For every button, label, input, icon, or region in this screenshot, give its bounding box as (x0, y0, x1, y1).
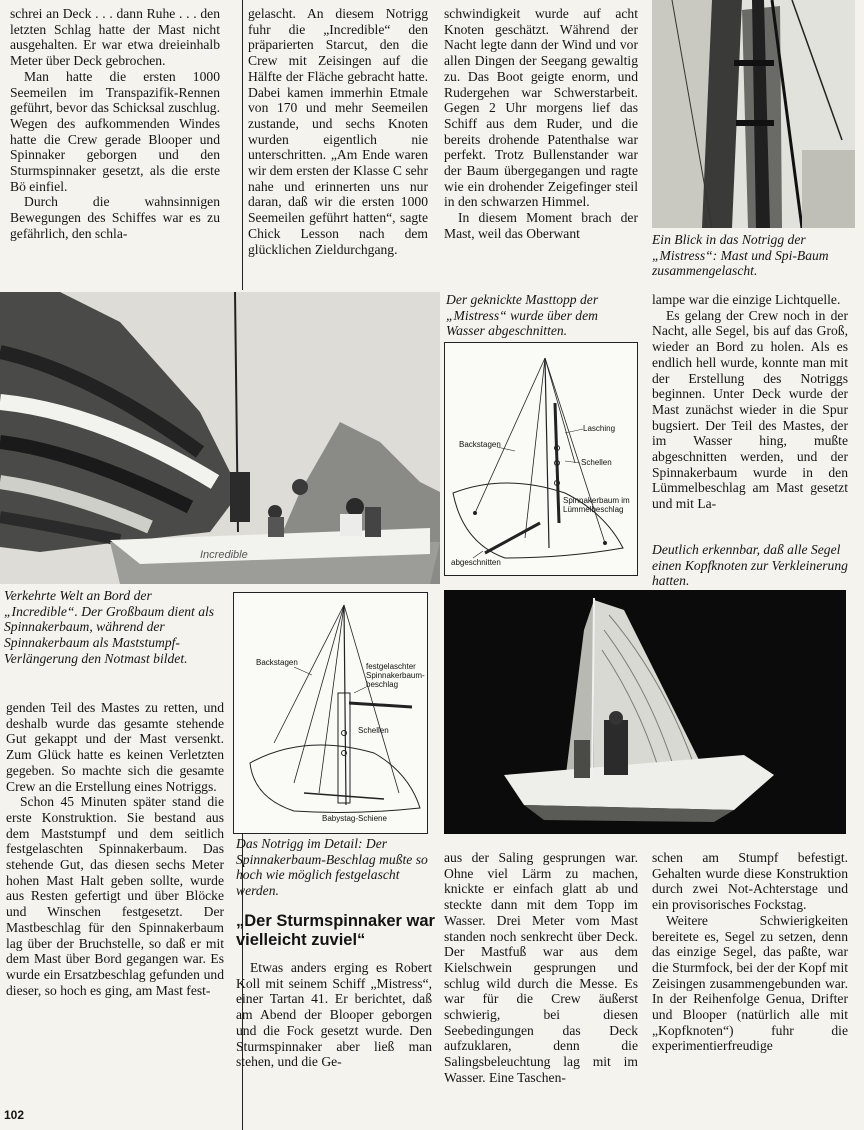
paragraph: Etwas anders erging es Robert Koll mit seinem Schiff „Mistress“, einer Tartan 41. Er berichtet, daß am Abend der Blooper geborgen und die Fock gesetzt wurde. Den Sturmspinnaker aber ließ man stehen, und die Ge- (236, 960, 432, 1070)
section-headline: „Der Sturmspinnaker war vielleicht zuviel“ (236, 912, 435, 949)
label-schellen: Schellen (581, 458, 612, 467)
paragraph: Durch die wahnsinnigen Bewegungen des Schiffes war es zu gefährlich, den schla- (10, 194, 220, 241)
paragraph: gelascht. An diesem Notrigg fuhr die „Incredible“ den präparierten Starcut, den die Crew mit Zeisingen auf die Hälfte der Fläche gebracht hatte. Dabei kamen immerhin Etmale von 170 und mehr Seemeilen zustande, und sechs Knoten wurden eigentlich nie unterschritten. „Am Ende waren wir dem ersten der Klasse C sehr nahe und erinnerten uns nur daran, daß wir die ersten 1000 Seemeilen geführt hatten“, sagte Chick Lesson nach dem glücklichen Zieldurchgang. (248, 6, 428, 257)
label-schellen-2: Schellen (358, 726, 389, 735)
col3-bottom-text (444, 850, 638, 1086)
hull-name-text: Incredible (200, 549, 248, 561)
col2-top-text (248, 6, 428, 257)
diagram-mistress (444, 342, 638, 576)
paragraph: schwindigkeit wurde auf acht Knoten geschätzt. Während der Nacht legte dann der Wind und vor allen Dingen der Seegang gewaltig zu. Das Boot geigte enorm, und Rudergehen war Schwerstarbeit. Gegen 2 Uhr morgens lief das Schiff aus dem Ruder, und die bereits drohende Patenthalse war perfekt. Trotz Bullenstander war der Baum übergegangen und ragte wie ein drohender Zeigefinger steil in den schwarzen Himmel. (444, 6, 638, 210)
diagram-incredible-svg (234, 593, 427, 833)
col4-bottom-text (652, 850, 848, 1054)
night-sailing-photo (444, 590, 846, 834)
diagram-incredible (233, 592, 428, 834)
page-number: 102 (4, 1108, 25, 1122)
col1-bottom-text (6, 700, 224, 998)
mast-notrigg-photo (652, 0, 855, 228)
col3-top-text (444, 6, 638, 242)
label-spinnakerbaum-luemmel: Spinnakerbaum im Lümmelbeschlag (563, 496, 630, 514)
label-babystag-schiene: Babystag-Schiene (322, 814, 387, 823)
col2-bottom-text (236, 960, 432, 1070)
caption-detail: Das Notrigg im Detail: Der Spinnakerbaum-Beschlag mußte so hoch wie möglich festgelascht werden. (236, 836, 428, 899)
paragraph: Schon 45 Minuten später stand die erste Konstruktion. Sie bestand aus dem Maststumpf und dem seitlich festgelaschten Spinnakerbaum. Das stehende Gut, das diesen sechs Meter hohen Mast Halt geben sollte, wurde aus Resten gefertigt und über Blöcke und Winschen festgesetzt. Der Mastbeschlag für den Spinnakerbaum lag über der Bruchstelle, so daß er mit dem Mast über Bord gegangen war. Es wurde ein Ersatzbeschlag gefunden und dieser, so hoch es ging, am Mast fest- (6, 794, 224, 998)
paragraph: genden Teil des Mastes zu retten, und deshalb wurde das gesamte stehende Gut gekappt und der Mast versenkt. Zum Glück hatte es keinen Verletzten gegeben. So machte sich die gesamte Crew an die Erstellung eines Notriggs. (6, 700, 224, 794)
paragraph: aus der Saling gesprungen war. Ohne viel Lärm zu machen, knickte er einfach glatt ab und steckte dann mit dem Topp im Wasser. Drei Meter vom Mast standen noch senkrecht über Deck. Der Mastfuß war aus dem Kielschwein gesprungen und schlug wild durch die Messe. Es war für die Crew äußerst schwierig, bei diesen Seebedingungen das Deck aufzuklaren, denn die Salingsbeleuchtung lag mit im Wasser. Eine Taschen- (444, 850, 638, 1085)
label-backstagen-2: Backstagen (256, 658, 298, 667)
caption-incredible: Verkehrte Welt an Bord der „Incredible“. Der Großbaum dient als Spinnakerbaum, während der Spinnakerbaum als Maststumpf-Verlängerung den Notmast bildet. (4, 588, 215, 666)
incredible-photo-drawing (0, 292, 440, 584)
label-lasching: Lasching (583, 424, 616, 433)
col1-top-text (10, 6, 220, 242)
column-rule (242, 0, 243, 290)
paragraph: Es gelang der Crew noch in der Nacht, alle Segel, bis auf das Groß, wieder an Bord zu holen. Als es endlich hell wurde, konnte man mit der Erstellung des Notriggs beginnen. Unter Deck wurde der Mast zunächst wieder in die Spur bugsiert. Der Teil des Mastes, der im Wasser hing, mußte abgeschnitten werden, und der Spinnakerbaum wurde in den Lümmelbeschlag am Mast gesetzt und mit La- (652, 307, 848, 512)
paragraph: Weitere Schwierigkeiten bereitete es, Segel zu setzen, denn das einzige Segel, das paßte, war die Sturmfock, bei der der Kopf mit Zeisingen zusammengebunden war. In der Reihenfolge Genua, Drifter und Blooper (natürlich alle mit „Kopfknoten“) fuhr die experimentierfreudige (652, 912, 848, 1054)
night-photo-drawing (444, 590, 846, 834)
paragraph: schen am Stumpf befestigt. Gehalten wurde diese Konstruktion durch zwei Not-Achterstage und ein provisorisches Fockstag. (652, 850, 848, 913)
caption-knots: Deutlich erkennbar, daß alle Segel einen Kopfknoten zur Verkleinerung hatten. (652, 542, 848, 589)
paragraph: schrei an Deck . . . dann Ruhe . . . den letzten Schlag hatte der Mast nicht ausgehalten. Er war etwa dreieinhalb Meter über Deck gebrochen. (10, 6, 220, 69)
paragraph: In diesem Moment brach der Mast, weil das Oberwant (444, 210, 638, 241)
label-festgelaschter-beschlag: festgelaschter Spinnakerbaum- beschlag (366, 662, 425, 689)
label-backstagen: Backstagen (459, 440, 501, 449)
col4-mid-text (652, 292, 848, 512)
paragraph: Man hatte die ersten 1000 Seemeilen im Transpazifik-Rennen geführt, bevor das Schicksal zuschlug. Wegen des aufkommenden Windes hatte die Crew gerade Blooper und Spinnaker geborgen und den Sturmspinnaker gesetzt, als die erste Bö einfiel. (10, 68, 220, 194)
caption-mast-photo: Ein Blick in das Notrigg der „Mistress“: Mast und Spi-Baum zusammengelascht. (652, 232, 829, 279)
paragraph: lampe war die einzige Lichtquelle. (652, 292, 841, 307)
mast-photo-drawing (652, 0, 855, 228)
label-abgeschnitten: abgeschnitten (451, 558, 501, 567)
caption-broken-top: Der geknickte Masttopp der „Mistress“ wurde über dem Wasser abgeschnitten. (446, 292, 599, 339)
diagram-mistress-svg (445, 343, 637, 575)
incredible-photo (0, 292, 440, 584)
